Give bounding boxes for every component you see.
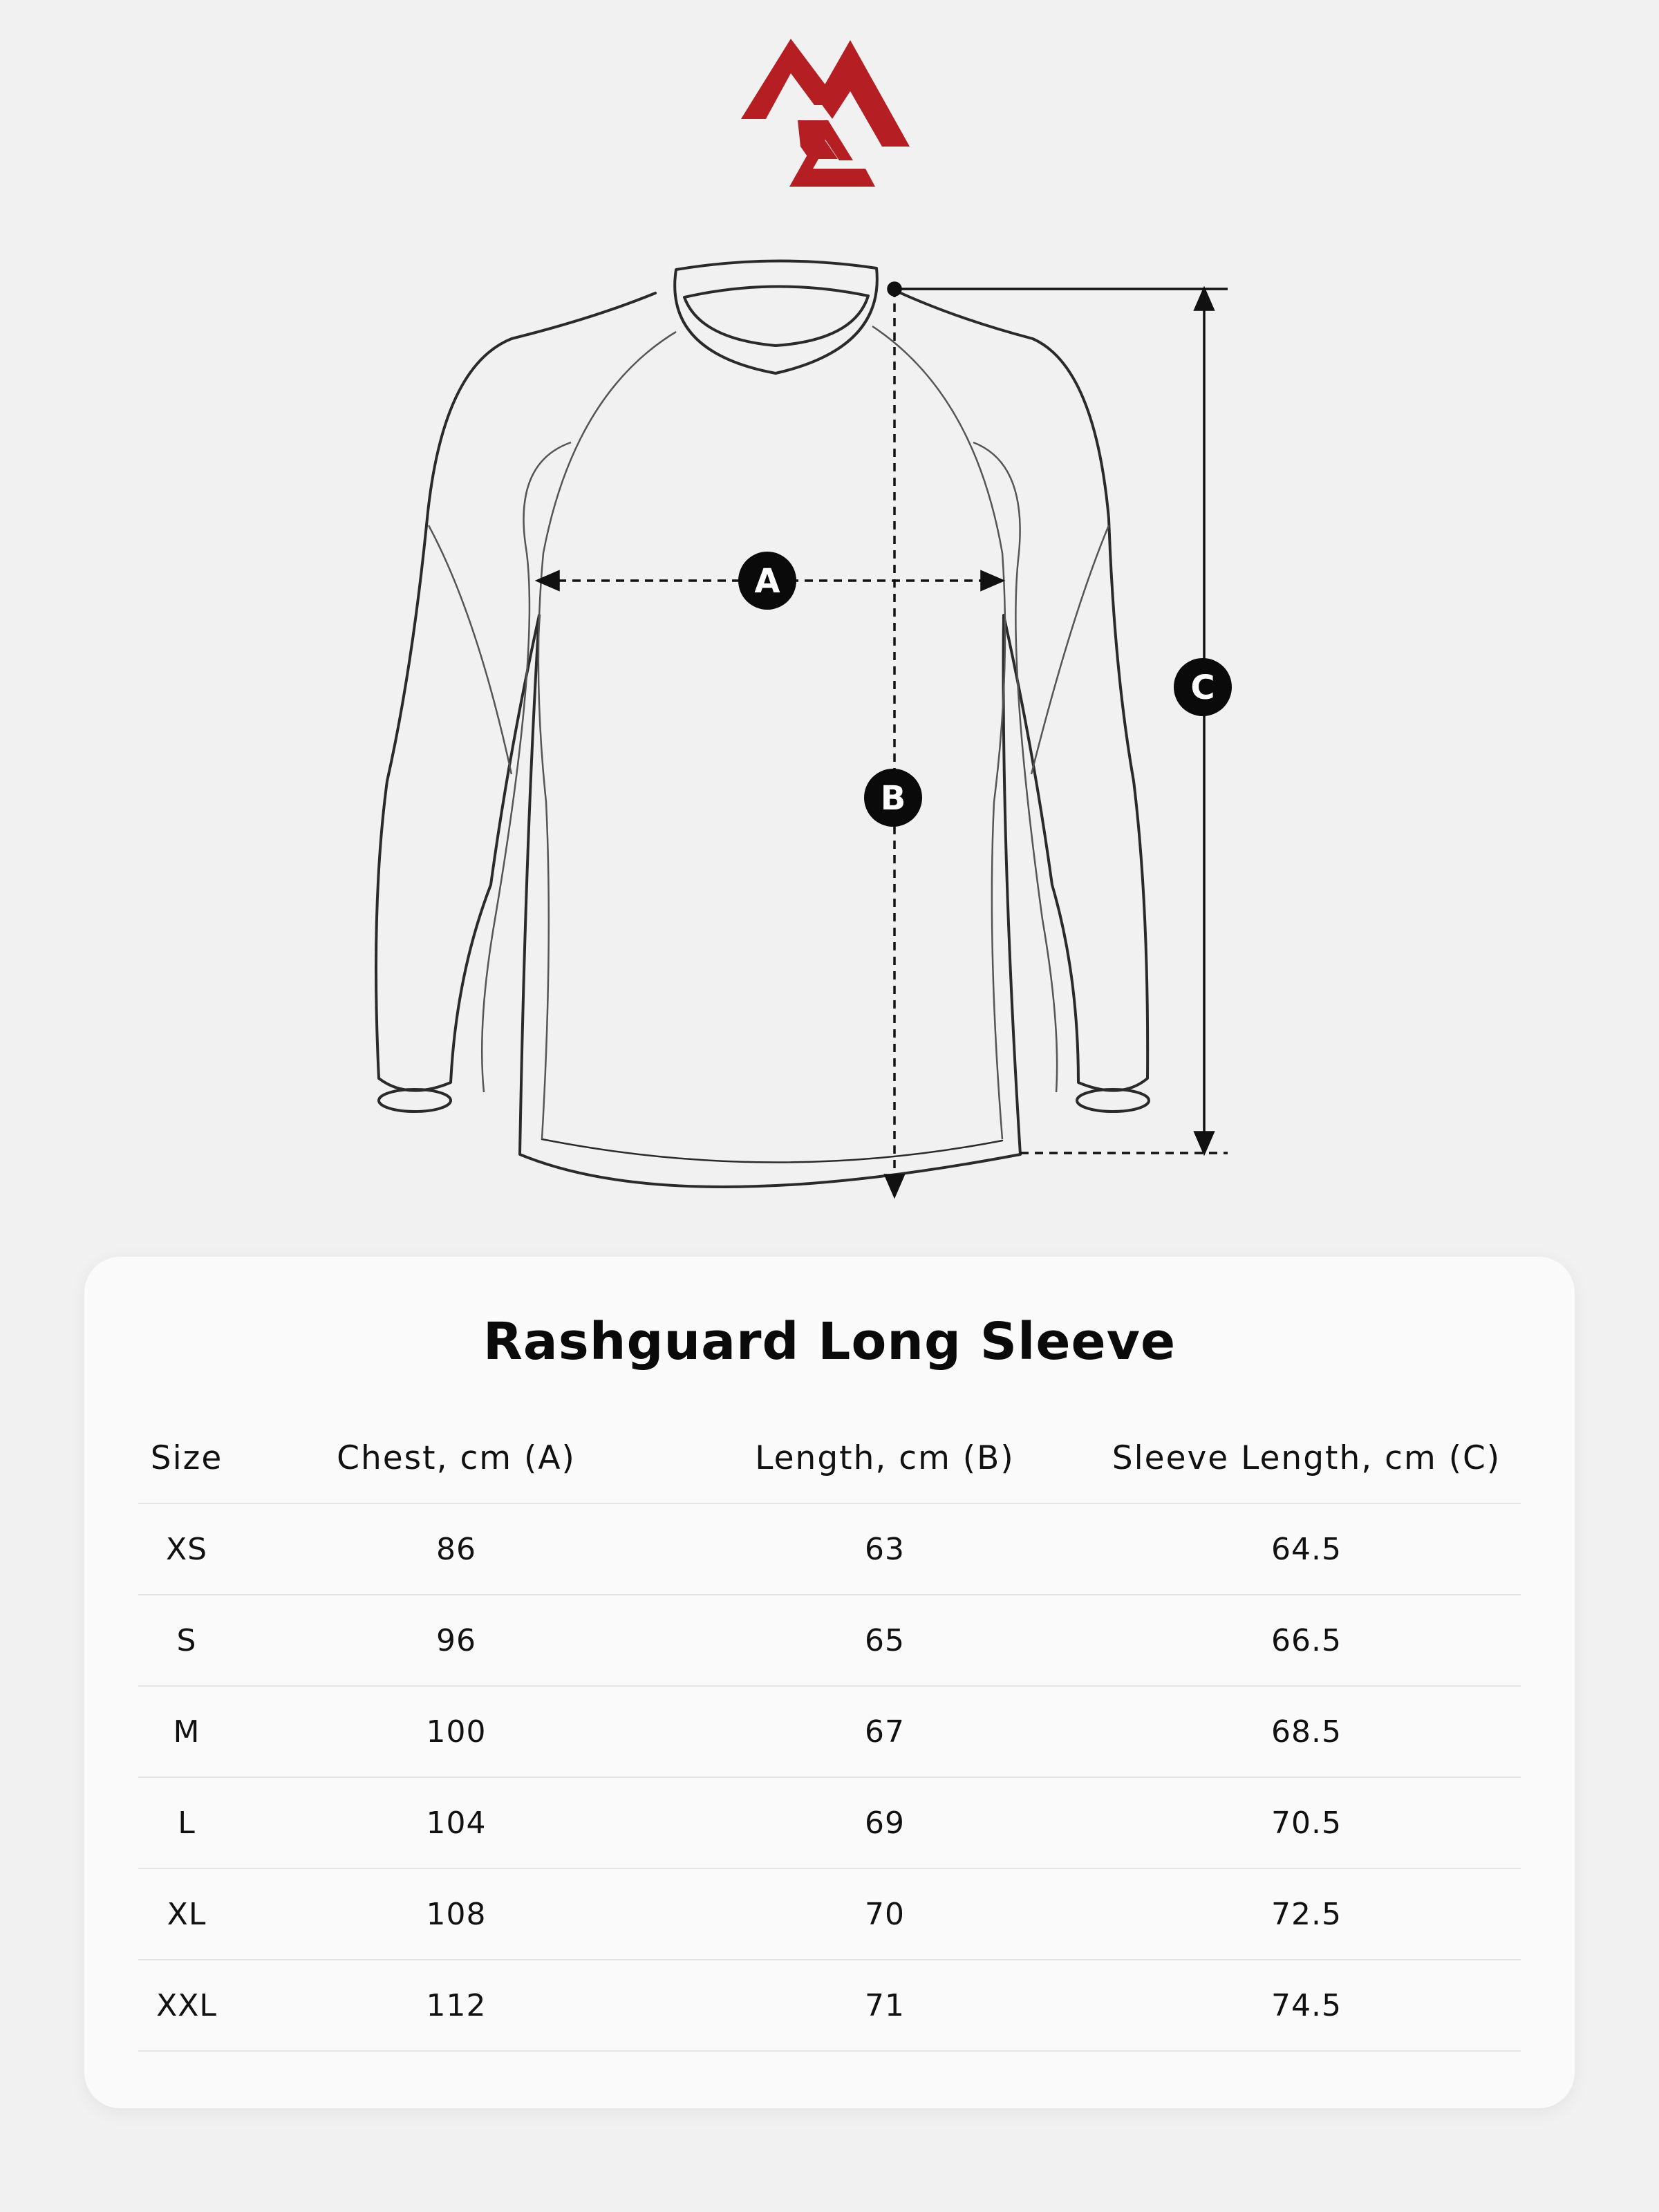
table-row xyxy=(138,1777,1521,1868)
table-row xyxy=(138,1686,1521,1777)
cell-size: XL xyxy=(138,1868,235,1960)
side-panel-right xyxy=(973,442,1057,1092)
cell-chest: 108 xyxy=(235,1868,677,1960)
table-row xyxy=(138,1868,1521,1960)
cell-size: XS xyxy=(138,1503,235,1595)
cell-size: L xyxy=(138,1777,235,1868)
header-chest: Chest, cm (A) xyxy=(235,1413,677,1503)
cell-sleeve-length: 64.5 xyxy=(1092,1503,1521,1595)
cell-chest: 112 xyxy=(235,1960,677,2051)
table-header-row xyxy=(138,1413,1521,1503)
cell-size: S xyxy=(138,1595,235,1686)
sleeve-seam-left xyxy=(429,525,512,774)
size-chart-title: Rashguard Long Sleeve xyxy=(482,1312,1177,1371)
cell-length: 63 xyxy=(677,1503,1092,1595)
table-row xyxy=(138,1503,1521,1595)
cell-sleeve-length: 66.5 xyxy=(1092,1595,1521,1686)
raglan-seam-left xyxy=(538,332,676,1139)
cell-sleeve-length: 70.5 xyxy=(1092,1777,1521,1868)
cell-chest: 96 xyxy=(235,1595,677,1686)
cell-size: XXL xyxy=(138,1960,235,2051)
cell-length: 70 xyxy=(677,1868,1092,1960)
rashguard-measurement-diagram xyxy=(0,228,1659,1210)
cell-sleeve-length: 74.5 xyxy=(1092,1960,1521,2051)
chest-arrow-right xyxy=(982,572,1002,590)
size-table xyxy=(138,1413,1521,2052)
cell-length: 65 xyxy=(677,1595,1092,1686)
right-cuff xyxy=(1077,1089,1149,1112)
table-row xyxy=(138,1960,1521,2051)
sleeve-arrow-top xyxy=(1195,289,1213,310)
sleeve-arrow-bottom xyxy=(1195,1132,1213,1153)
cell-size: M xyxy=(138,1686,235,1777)
header-size: Size xyxy=(138,1413,235,1503)
collar-inner xyxy=(684,286,868,346)
collar-outline xyxy=(675,261,877,373)
shirt-outline xyxy=(376,289,1147,1187)
cell-chest: 104 xyxy=(235,1777,677,1868)
left-cuff xyxy=(379,1089,451,1112)
side-panel-left xyxy=(482,442,571,1092)
header-sleeve-length: Sleeve Length, cm (C) xyxy=(1092,1413,1521,1503)
cell-length: 67 xyxy=(677,1686,1092,1777)
label-c: C xyxy=(1190,668,1215,707)
cell-sleeve-length: 72.5 xyxy=(1092,1868,1521,1960)
label-a: A xyxy=(754,562,780,601)
hem-line xyxy=(542,1139,1002,1163)
cell-chest: 100 xyxy=(235,1686,677,1777)
cell-length: 69 xyxy=(677,1777,1092,1868)
header-length: Length, cm (B) xyxy=(677,1413,1092,1503)
cell-chest: 86 xyxy=(235,1503,677,1595)
table-row xyxy=(138,1595,1521,1686)
size-chart-card xyxy=(84,1257,1575,2108)
sleeve-seam-right xyxy=(1031,525,1109,774)
triple-triangle-logo-icon xyxy=(741,39,910,187)
cell-length: 71 xyxy=(677,1960,1092,2051)
label-b: B xyxy=(880,779,906,818)
cell-sleeve-length: 68.5 xyxy=(1092,1686,1521,1777)
length-arrow-bottom xyxy=(885,1175,903,1196)
